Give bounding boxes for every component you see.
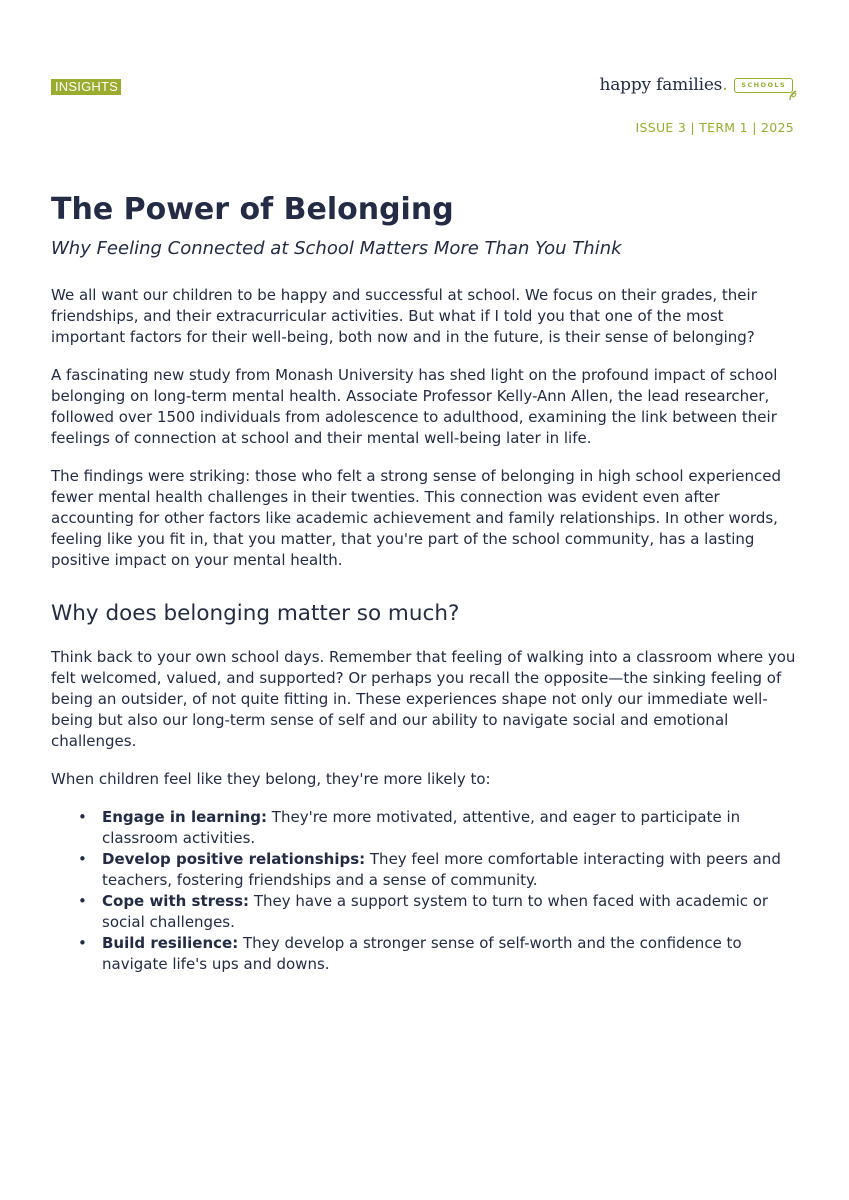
logo-schools-badge: SCHOOLS: [734, 78, 793, 93]
list-item-text: They're more motivated, attentive, and eager to participate in classroom activities.: [102, 808, 741, 847]
bullet-icon: •: [78, 808, 87, 826]
happy-families-schools-logo: [600, 72, 794, 98]
bullet-icon: •: [78, 934, 87, 952]
list-item-term: Build resilience:: [102, 934, 239, 952]
article: [51, 190, 801, 975]
list-item: [78, 891, 801, 933]
list-item-term: Develop positive relationships:: [102, 850, 366, 868]
bullet-icon: •: [78, 892, 87, 910]
paragraph: A fascinating new study from Monash University has shed light on the profound impact of school belonging on long-term mental health. Associate Professor Kelly-Ann Allen, the lead researcher, followed over 1500 individuals from adolescence to adulthood, examining the link between their feelings of connection at school and their mental well-being later in life.: [51, 366, 778, 447]
paragraph: Think back to your own school days. Remember that feeling of walking into a classroom where you felt welcomed, valued, and supported? Or perhaps you recall the opposite—the sinking feeling of being an outsider, of not quite fitting in. These experiences shape not only our immediate well-being but also our long-term sense of self and our ability to navigate social and emotional challenges.: [51, 648, 796, 750]
leaf-icon: [788, 89, 798, 101]
list-item-term: Cope with stress:: [102, 892, 250, 910]
list-item-term: Engage in learning:: [102, 808, 268, 826]
list-item-text: They develop a stronger sense of self-worth and the confidence to navigate life's ups and downs.: [102, 934, 742, 973]
list-item-text: They have a support system to turn to when faced with academic or social challenges.: [102, 892, 769, 931]
bullet-icon: •: [78, 850, 87, 868]
paragraph: The findings were striking: those who felt a strong sense of belonging in high school experienced fewer mental health challenges in their twenties. This connection was evident even after accounting for other factors like academic achievement and family relationships. In other words, feeling like you fit in, that you matter, that you're part of the school community, has a lasting positive impact on your mental health.: [51, 467, 781, 569]
benefits-list: [51, 807, 801, 975]
list-item-text: They feel more comfortable interacting with peers and teachers, fostering friendships and a sense of community.: [102, 850, 781, 889]
issue-info: ISSUE 3 | TERM 1 | 2025: [635, 120, 794, 135]
logo-wordmark: happy families.: [599, 75, 728, 95]
list-item: [78, 807, 801, 849]
list-item: [78, 849, 801, 891]
paragraph: When children feel like they belong, they're more likely to:: [51, 770, 491, 788]
paragraph: We all want our children to be happy and successful at school. We focus on their grades, their friendships, and their extracurricular activities. But what if I told you that one of the most important factors for their well-being, both now and in the future, is their sense of belonging?: [51, 286, 757, 346]
list-item: [78, 933, 801, 975]
insights-tag: INSIGHTS: [51, 79, 121, 95]
section-heading: Why does belonging matter so much?: [51, 601, 460, 626]
article-subtitle: Why Feeling Connected at School Matters More Than You Think: [51, 238, 622, 259]
article-title: The Power of Belonging: [51, 192, 454, 227]
